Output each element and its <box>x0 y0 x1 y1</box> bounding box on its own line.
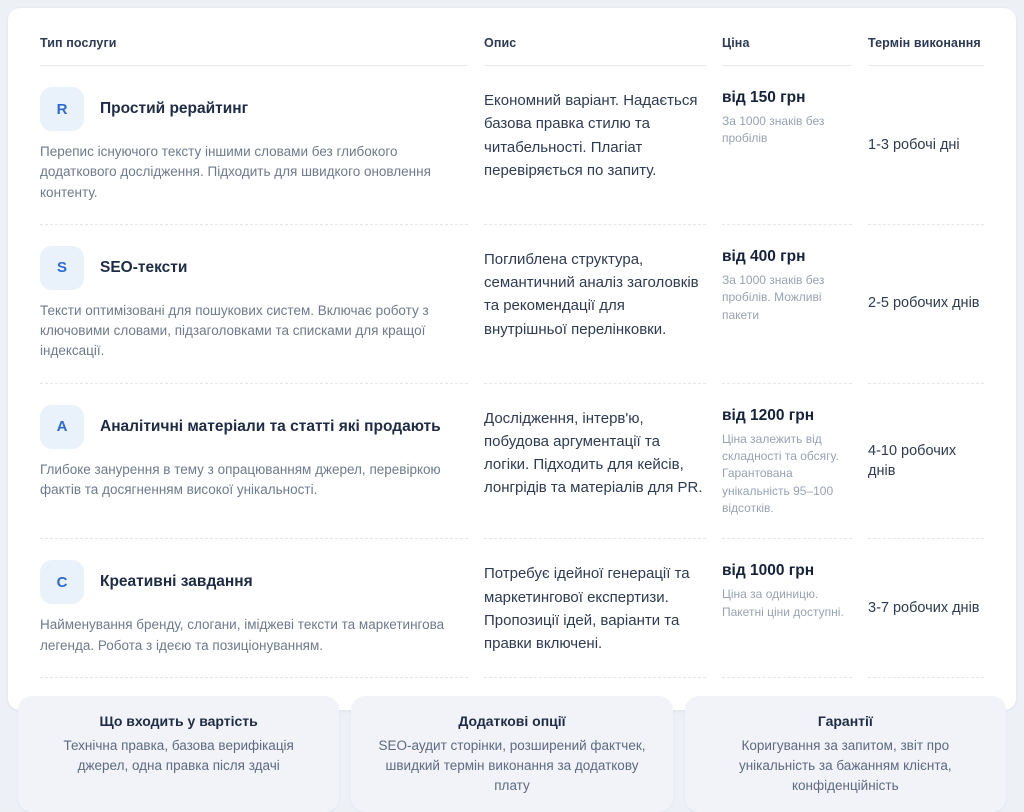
service-summary: Перепис існуючого тексту іншими словами без глибокого додаткового дослідження. Підходить для швидкого оновлення контенту. <box>40 144 431 200</box>
service-summary: Глибоке занурення в тему з опрацюванням джерел, перевіркою фактів та досягненням високої унікальності. <box>40 461 441 497</box>
price-amount: від 400 грн <box>722 247 806 265</box>
description-text: Економний варіант. Надається базова правка стилю та читабельності. Плагіат перевіряється по запиту. <box>484 92 698 179</box>
price-note: За 1000 знаків без пробілів <box>722 114 825 146</box>
service-badge: A <box>40 405 84 449</box>
service-badge: S <box>40 246 84 290</box>
price-amount: від 1000 грн <box>722 562 815 580</box>
card-title: Гарантії <box>817 712 873 729</box>
column-header-price: Ціна <box>722 8 852 66</box>
service-badge: R <box>40 87 84 131</box>
pricing-panel <box>8 8 1016 794</box>
price-cell <box>722 539 852 678</box>
price-note: Ціна залежить від складності та обсягу. Гарантована унікальність 95–100 відсотків. <box>722 431 839 516</box>
service-header <box>40 87 468 131</box>
term-cell <box>868 539 984 678</box>
description-text: Поглиблена структура, семантичний аналіз заголовків та рекомендації для внутрішньої перелінковки. <box>484 250 699 338</box>
description-cell <box>484 66 706 225</box>
service-title: Креативні завдання <box>100 573 253 591</box>
term-text: 2-5 робочих днів <box>868 295 980 312</box>
description-text: Дослідження, інтерв'ю, побудова аргументації та логіки. Підходить для кейсів, лонгрідів та матеріалів для PR. <box>484 409 703 497</box>
price-cell <box>722 225 852 384</box>
column-header-term: Термін виконання <box>868 8 984 66</box>
term-text: 4-10 робочих днів <box>868 442 957 479</box>
table-header-row <box>8 8 1016 66</box>
term-cell <box>868 225 984 384</box>
service-title: Аналітичні матеріали та статті які продають <box>100 417 441 435</box>
service-type-cell <box>40 539 468 678</box>
service-header <box>40 246 468 290</box>
service-summary: Тексти оптимізовані для пошукових систем. Включає роботу з ключовими словами, підзаголовками та списками для кращої індексації. <box>40 302 429 359</box>
price-cell <box>722 384 852 540</box>
term-text: 1-3 робочі дні <box>868 136 960 153</box>
column-header-description: Опис <box>484 8 706 66</box>
description-cell <box>484 539 706 678</box>
table-row <box>8 66 1016 225</box>
service-header <box>40 405 468 449</box>
card-included-in-price <box>18 696 339 812</box>
table-row <box>8 539 1016 678</box>
service-header <box>40 560 468 604</box>
service-title: Простий рерайтинг <box>100 100 249 117</box>
price-amount: від 1200 грн <box>722 406 815 424</box>
service-type-cell <box>40 384 468 540</box>
card-title: Що входить у вартість <box>99 712 258 729</box>
price-note: За 1000 знаків без пробілів. Можливі пакети <box>722 272 825 322</box>
table-row <box>8 225 1016 384</box>
card-text: Технічна правка, базова верифікація джерел, одна правка після здачі <box>63 737 294 774</box>
service-type-cell <box>40 66 468 225</box>
description-cell <box>484 225 706 384</box>
card-guarantees <box>685 696 1006 812</box>
description-cell <box>484 384 706 540</box>
service-title: SEO-тексти <box>100 258 188 276</box>
card-text: Коригування за запитом, звіт про унікальність за бажанням клієнта, конфіденційність <box>738 737 952 794</box>
price-cell <box>722 66 852 225</box>
term-cell <box>868 66 984 225</box>
column-header-service-type: Тип послуги <box>40 8 468 66</box>
price-amount: від 150 грн <box>722 89 806 106</box>
footer-cards <box>8 678 1016 812</box>
card-title: Додаткові опції <box>458 712 566 729</box>
description-text: Потребує ідейної генерації та маркетингової експертизи. Пропозиції ідей, варіанти та правки включені. <box>484 565 690 653</box>
service-type-cell <box>40 225 468 384</box>
service-summary: Найменування бренду, слогани, іміджеві тексти та маркетингова легенда. Робота з ідеєю та позиціонуванням. <box>40 617 445 653</box>
price-note: Ціна за одиницю. Пакетні ціни доступні. <box>722 587 844 619</box>
service-badge: C <box>40 560 84 604</box>
card-text: SEO-аудит сторінки, розширений фактчек, швидкий термін виконання за додаткову плату <box>378 737 646 794</box>
table-row <box>8 384 1016 540</box>
card-extra-options <box>351 696 672 812</box>
term-text: 3-7 робочих днів <box>868 600 980 617</box>
term-cell <box>868 384 984 540</box>
